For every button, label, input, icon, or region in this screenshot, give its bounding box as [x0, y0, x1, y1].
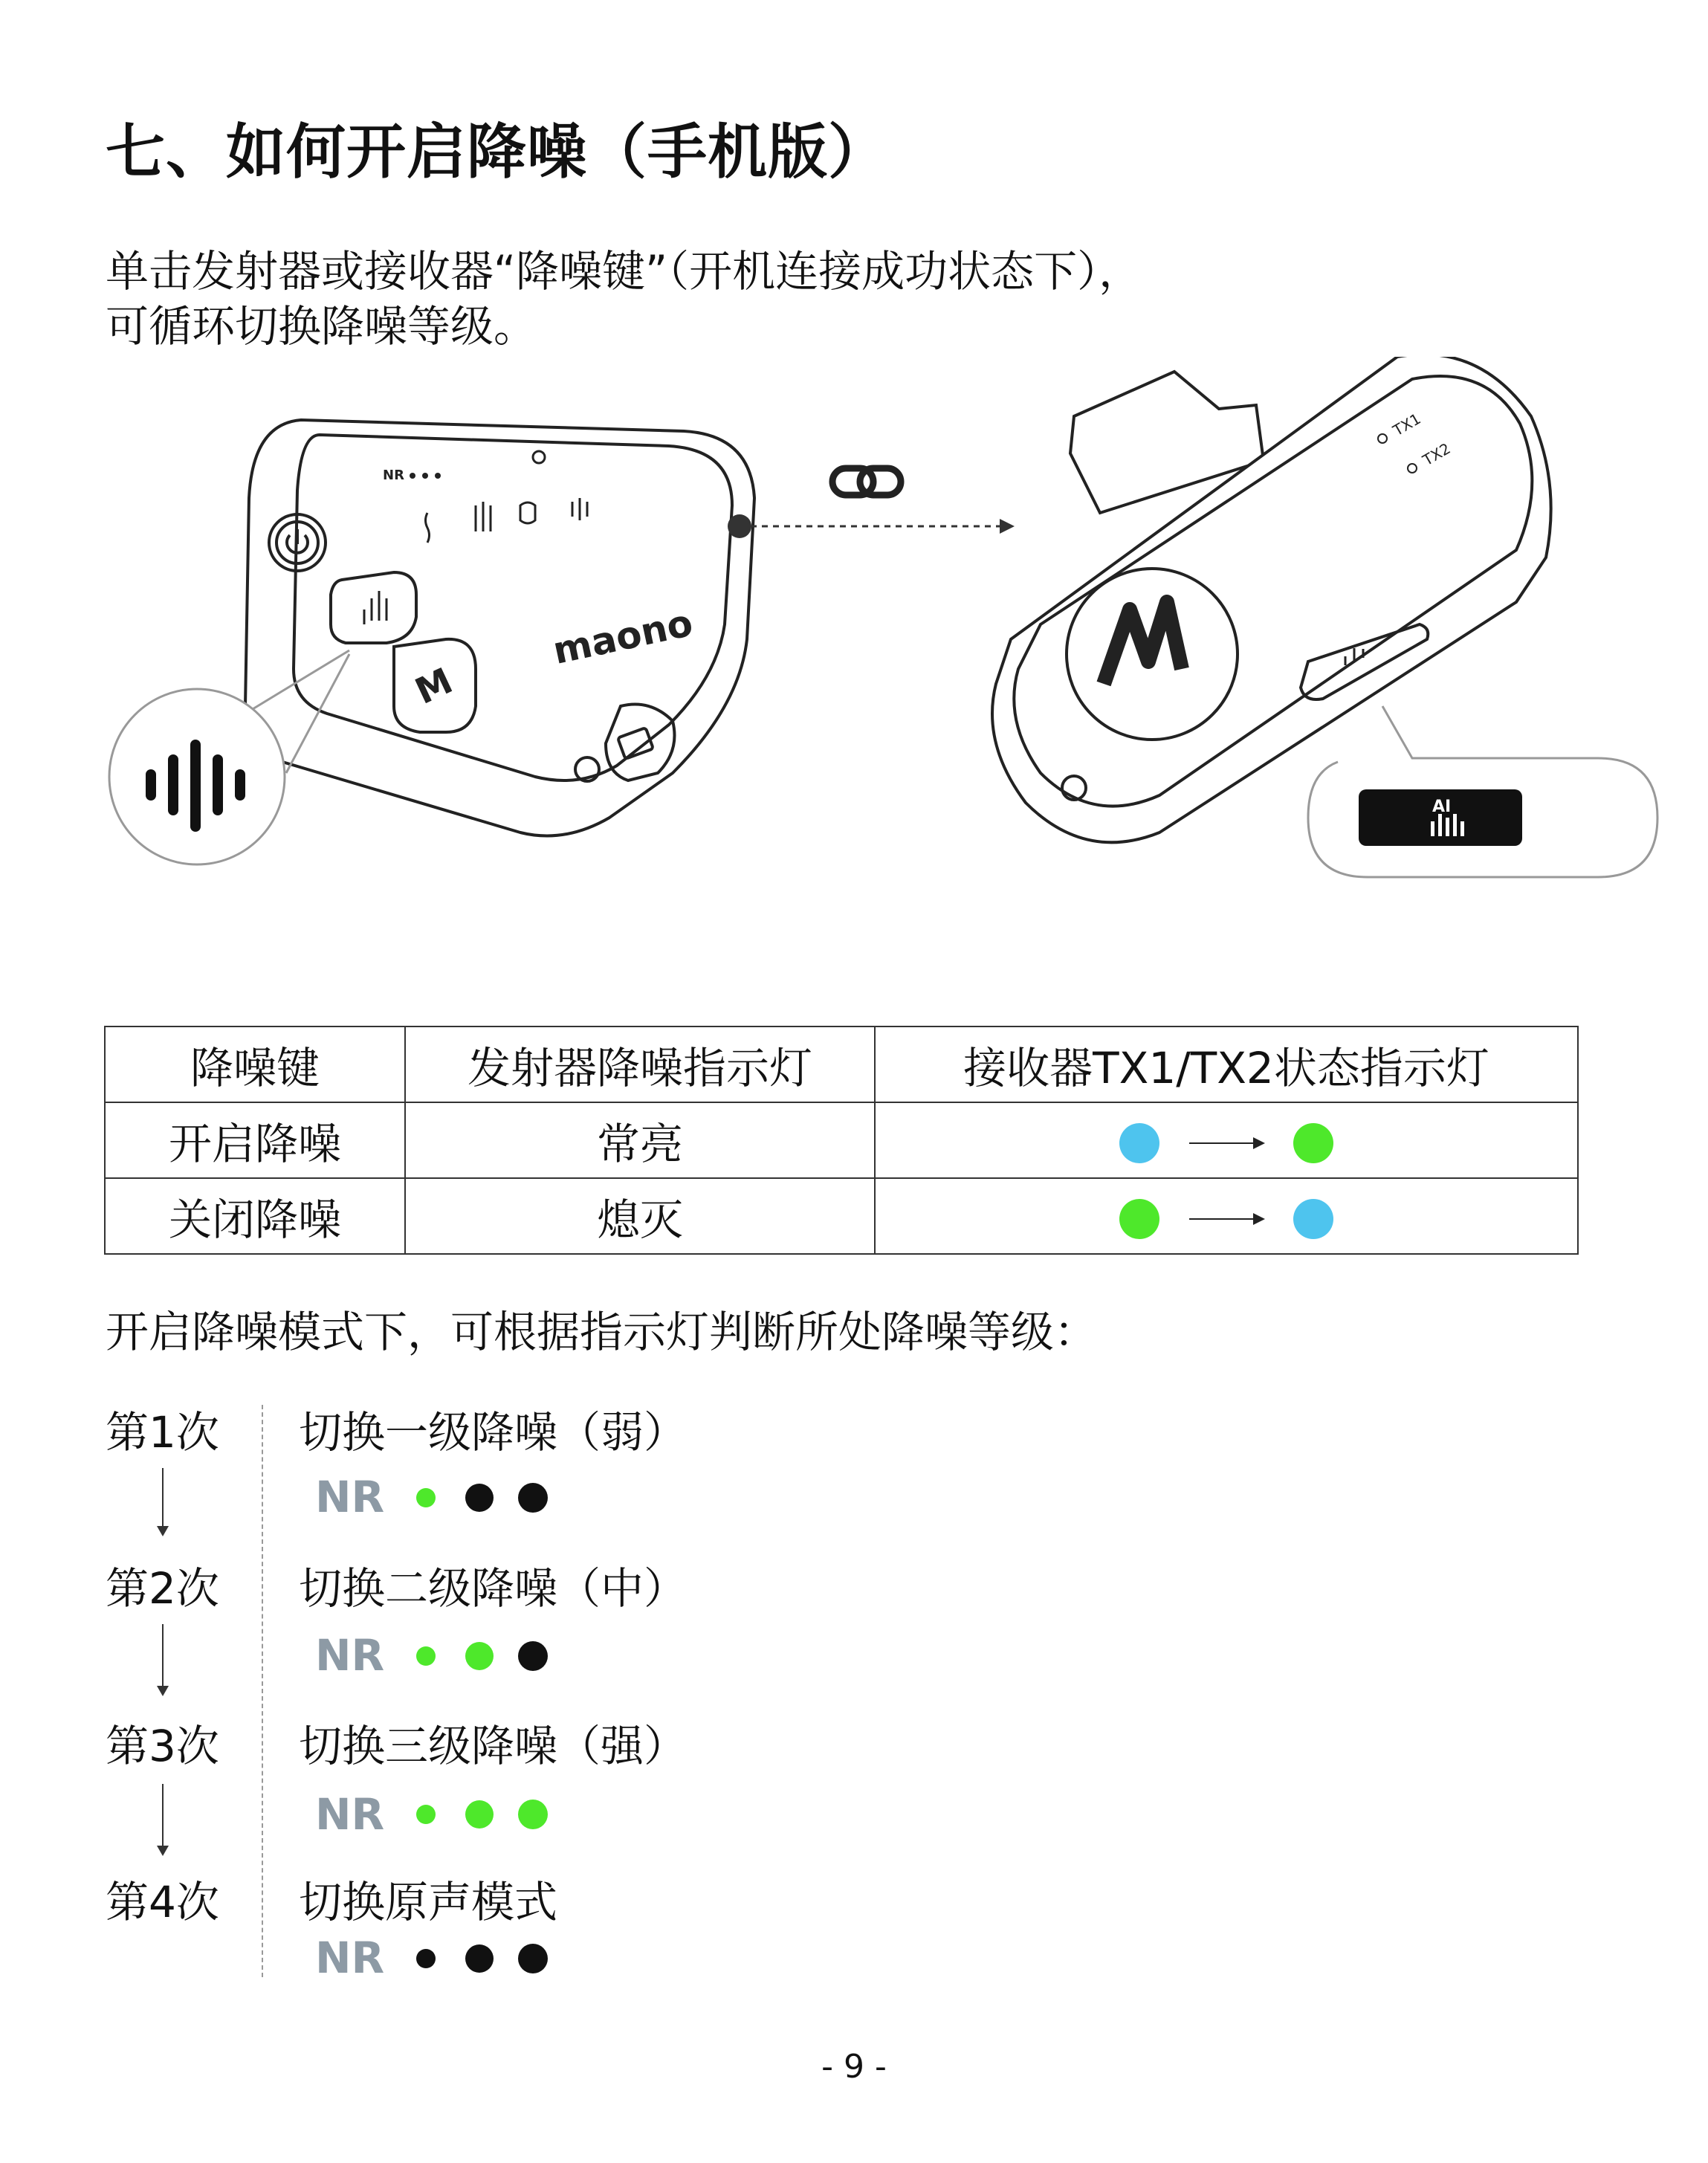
noise-reduction-table: [104, 1026, 1579, 1255]
step-3-label: 第3次: [106, 1721, 219, 1771]
step-2-nr-label: NR: [315, 1630, 385, 1681]
table-cell-led: 常亮: [405, 1102, 875, 1178]
step-3-nr-label: NR: [315, 1789, 385, 1840]
page-title: 七、如何开启降噪（手机版）: [106, 117, 888, 187]
device-illustration: [0, 357, 1708, 922]
step-4-description: 切换原声模式: [299, 1877, 558, 1927]
transmitter-nr-text: NR: [383, 468, 404, 483]
nr-light-step1-1: [416, 1488, 436, 1507]
nr-light-step2-1: [416, 1646, 436, 1666]
step-1-label: 第1次: [106, 1407, 219, 1458]
table-cell-status: [875, 1178, 1578, 1254]
receiver-tx2-label: TX2: [1420, 439, 1454, 470]
nr-light-step4-2: [465, 1944, 494, 1973]
nr-light-step3-1: [416, 1805, 436, 1824]
status-dot-to: [1293, 1199, 1333, 1239]
intro-line-2: 可循环切换降噪等级。: [106, 301, 537, 352]
nr-light-step3-2: [465, 1800, 494, 1829]
table-header-transmitter: 发射器降噪指示灯: [405, 1026, 875, 1102]
levels-intro: 开启降噪模式下，可根据指示灯判断所处降噪等级：: [106, 1307, 1098, 1357]
step-3-description: 切换三级降噪（强）: [299, 1721, 688, 1771]
nr-light-step4-1: [416, 1949, 436, 1968]
status-dot-from: [1119, 1199, 1159, 1239]
nr-light-step4-3: [518, 1944, 548, 1973]
page-number: - 9 -: [821, 2048, 887, 2086]
step-4-label: 第4次: [106, 1877, 219, 1927]
step-2-label: 第2次: [106, 1563, 219, 1614]
receiver-callout: [1308, 706, 1657, 877]
link-icon: [832, 468, 901, 495]
nr-light-step1-3: [518, 1483, 548, 1513]
nr-light-step3-3: [518, 1800, 548, 1829]
intro-line-1: 单击发射器或接收器“降噪键”（开机连接成功状态下），: [106, 246, 1142, 297]
receiver-tx1-label: TX1: [1390, 410, 1424, 440]
receiver-ai-label: AI: [1432, 798, 1452, 816]
table-header-receiver: 接收器TX1/TX2状态指示灯: [875, 1026, 1578, 1102]
status-arrow: [1189, 1142, 1264, 1144]
transmitter-nr-dots: [410, 473, 441, 479]
status-dot-to: [1293, 1123, 1333, 1163]
transmitter-brand-logo: maono: [549, 601, 696, 673]
nr-light-step1-2: [465, 1484, 494, 1512]
table-cell-key: 开启降噪: [105, 1102, 405, 1178]
steps-divider: [262, 1405, 263, 1977]
step-1-description: 切换一级降噪（弱）: [299, 1407, 688, 1458]
step-1-nr-label: NR: [315, 1472, 385, 1522]
table-cell-led: 熄灭: [405, 1178, 875, 1254]
step-arrow-2: [162, 1624, 164, 1695]
status-arrow: [1189, 1218, 1264, 1220]
step-2-description: 切换二级降噪（中）: [299, 1563, 688, 1614]
nr-light-step2-2: [465, 1642, 494, 1670]
table-row: [105, 1102, 1578, 1178]
pairing-arrow: [728, 514, 1015, 538]
table-header-key: 降噪键: [105, 1026, 405, 1102]
transmitter-m-label: M: [409, 659, 459, 713]
status-dot-from: [1119, 1123, 1159, 1163]
table-header-row: [105, 1026, 1578, 1102]
table-cell-status: [875, 1102, 1578, 1178]
table-cell-key: 关闭降噪: [105, 1178, 405, 1254]
table-row: [105, 1178, 1578, 1254]
step-4-nr-label: NR: [315, 1933, 385, 1983]
nr-light-step2-3: [518, 1641, 548, 1671]
step-arrow-1: [162, 1468, 164, 1535]
step-arrow-3: [162, 1784, 164, 1855]
